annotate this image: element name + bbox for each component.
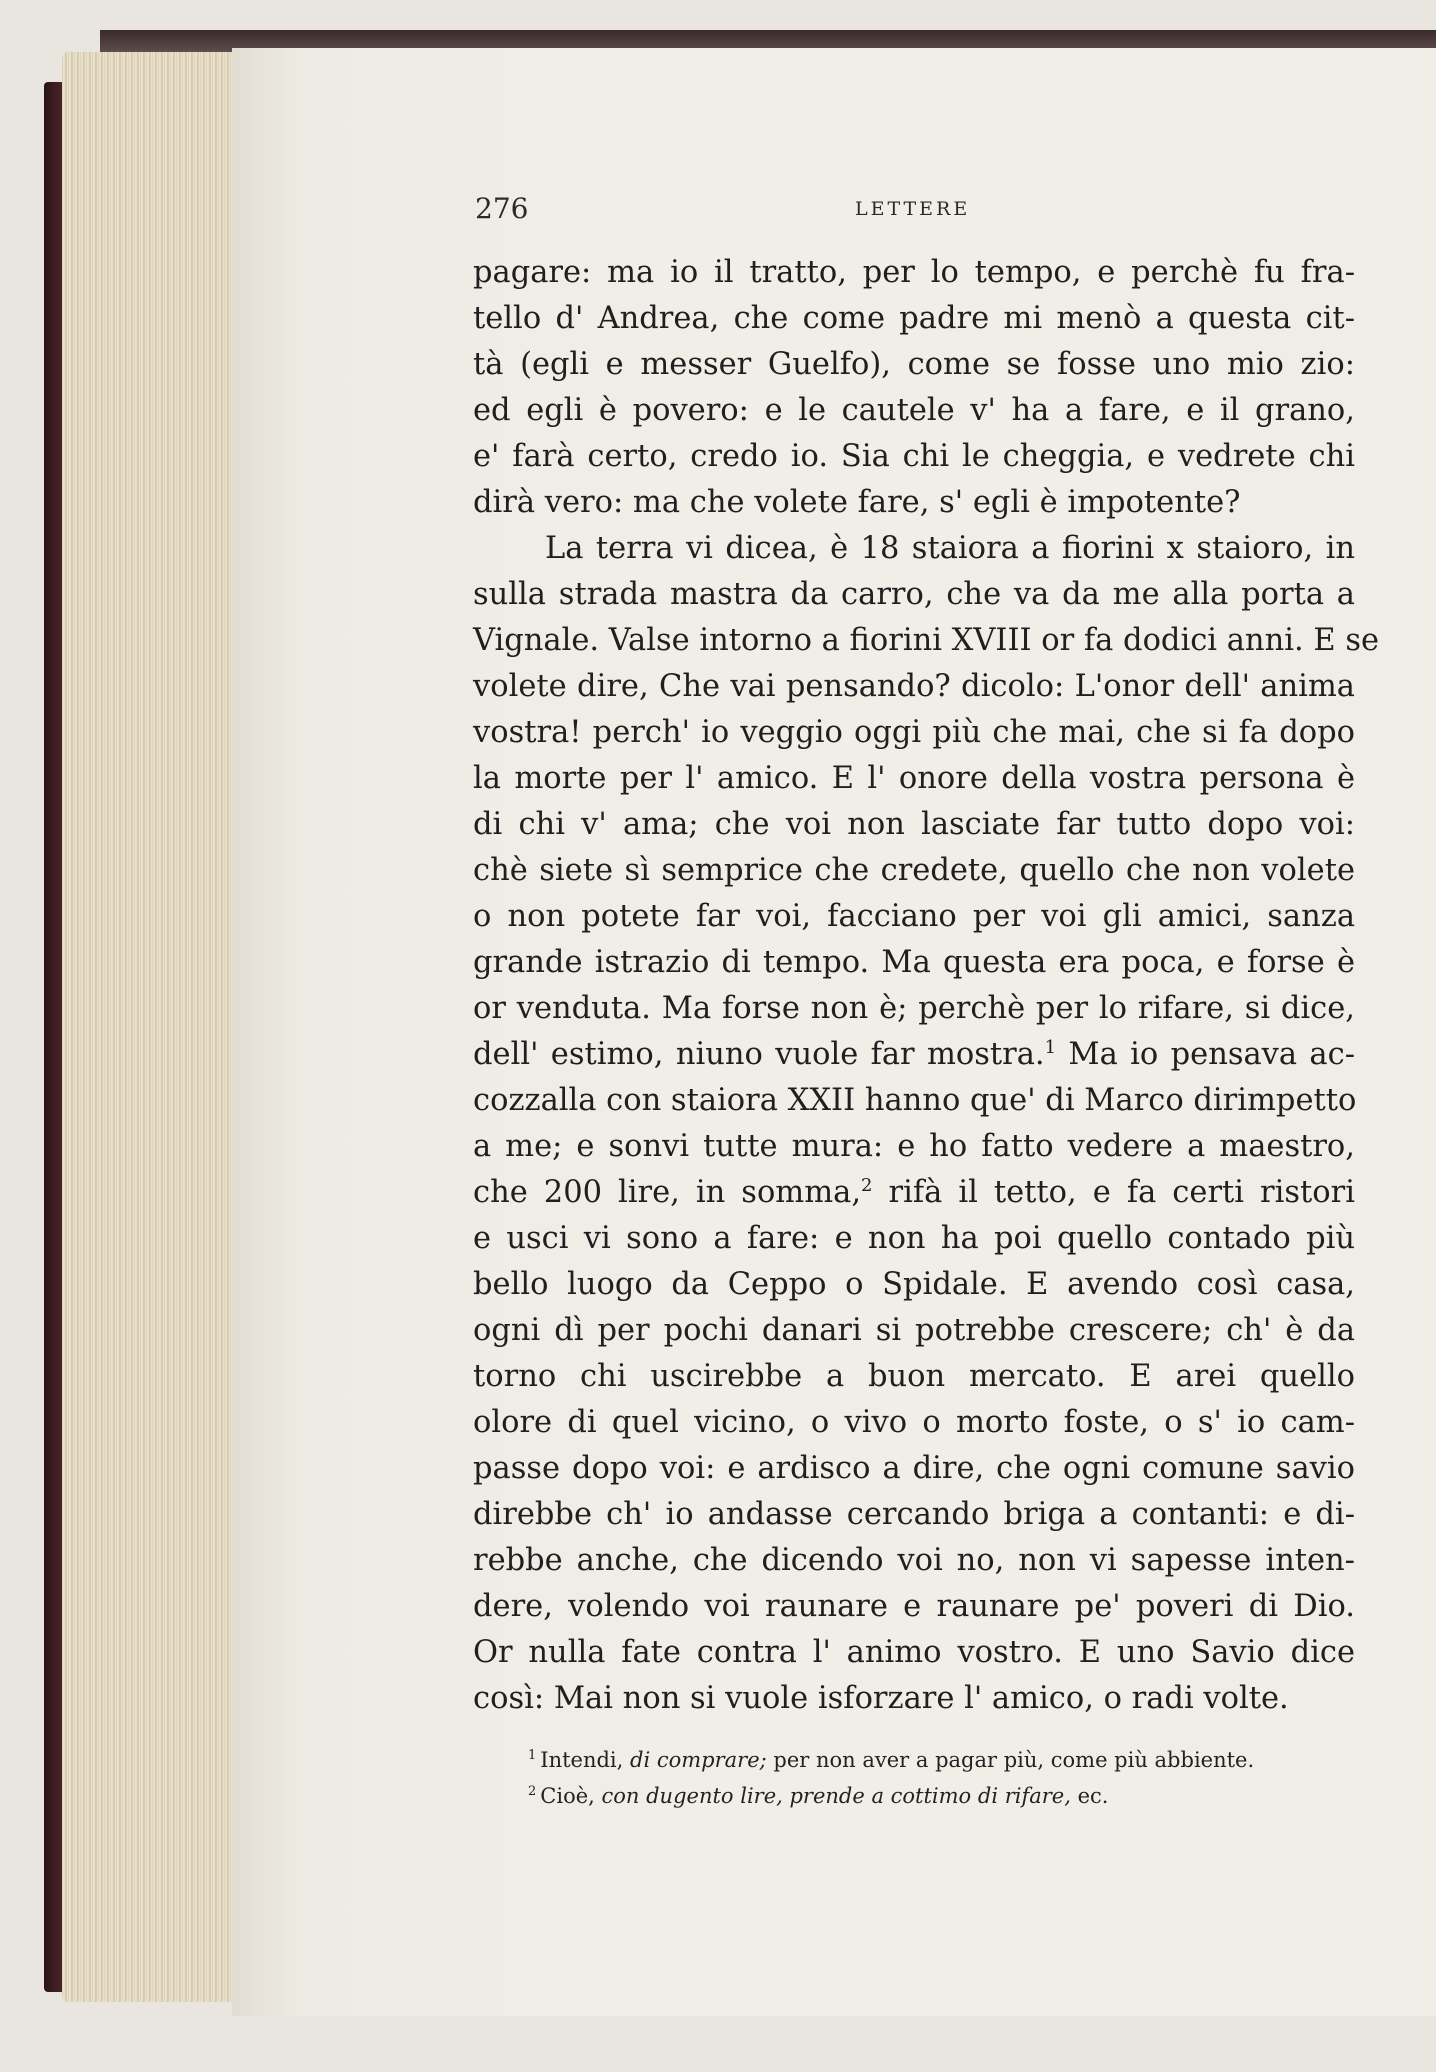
text-line: chè siete sì semprice che credete, quello che non volete — [473, 853, 1355, 888]
footnote-rest: per non aver a pagar più, come più abbiente. — [773, 1748, 1255, 1772]
text-line: cozzalla con staiora XXII hanno que' di Marco dirimpetto — [473, 1083, 1357, 1118]
text-line: ed egli è povero: e le cautele v' ha a fare, e il grano, — [473, 393, 1355, 428]
text-line: grande istrazio di tempo. Ma questa era poca, e forse è — [473, 945, 1355, 980]
text-line: pagare: ma io il tratto, per lo tempo, e perchè fu fra- — [473, 255, 1355, 290]
page-edges — [62, 52, 238, 2002]
footnote-italic: con dugento lire, prende a cottimo di rifare, — [601, 1784, 1071, 1808]
text-line: la morte per l' amico. E l' onore della vostra persona è — [473, 761, 1355, 796]
text-line: direbbe ch' io andasse cercando briga a contanti: e di- — [473, 1497, 1355, 1532]
text-line: dirà vero: ma che volete fare, s' egli è impotente? — [473, 485, 1241, 520]
text-line: dere, volendo voi raunare e raunare pe' poveri di Dio. — [473, 1589, 1355, 1624]
text-line: Vignale. Valse intorno a fiorini XVIII or fa dodici anni. E se — [473, 623, 1380, 658]
text-line: bello luogo da Ceppo o Spidale. E avendo così casa, — [473, 1267, 1355, 1302]
text-line: Or nulla fate contra l' animo vostro. E uno Savio dice — [473, 1635, 1355, 1670]
text-line: così: Mai non si vuole isforzare l' amico, o radi volte. — [473, 1681, 1289, 1716]
text-line: tello d' Andrea, che come padre mi menò a questa cit- — [473, 301, 1355, 336]
text-line-with-note — [473, 1170, 1355, 1216]
text-line: volete dire, Che vai pensando? dicolo: L'onor dell' anima — [473, 669, 1355, 704]
footnote-italic: di comprare; — [630, 1748, 767, 1772]
text-line: a me; e sonvi tutte mura: e ho fatto vedere a maestro, — [473, 1129, 1355, 1164]
text-line: e' farà certo, credo io. Sia chi le cheggia, e vedrete chi — [473, 439, 1355, 474]
text-fragment: Ma io pensava ac- — [1068, 1037, 1355, 1072]
text-line: e usci vi sono a fare: e non ha poi quello contado più — [473, 1221, 1355, 1256]
page-heading: LETTERE — [855, 198, 971, 220]
text-line: di chi v' ama; che voi non lasciate far tutto dopo voi: — [473, 807, 1355, 842]
text-line: o non potete far voi, facciano per voi gli amici, sanza — [473, 899, 1355, 934]
footnote-ref-2: 2 — [861, 1174, 873, 1196]
text-line: La terra vi dicea, è 18 staiora a fiorini x staioro, in — [545, 531, 1355, 566]
text-line: olore di quel vicino, o vivo o morto foste, o s' io cam- — [473, 1405, 1355, 1440]
footnote-ref-1: 1 — [1044, 1036, 1057, 1058]
text-line: ogni dì per pochi danari si potrebbe crescere; ch' è da — [473, 1313, 1355, 1348]
footnote-mark: 1 — [528, 1748, 537, 1763]
text-line: rebbe anche, che dicendo voi no, non vi sapesse inten- — [473, 1543, 1355, 1578]
text-line: torno chi uscirebbe a buon mercato. E arei quello — [473, 1359, 1355, 1394]
text-line: tà (egli e messer Guelfo), come se fosse uno mio zio: — [473, 347, 1355, 382]
footnotes — [528, 1740, 1348, 1812]
text-line: sulla strada mastra da carro, che va da me alla porta a — [473, 577, 1355, 612]
footnote-lead: Intendi, — [540, 1748, 624, 1772]
footnote-lead: Cioè, — [540, 1784, 595, 1808]
page-number: 276 — [475, 192, 529, 225]
text-fragment: che 200 lire, in somma, — [473, 1175, 862, 1210]
text-line: vostra! perch' io veggio oggi più che mai, che si fa dopo — [473, 715, 1355, 750]
text-line: passe dopo voi: e ardisco a dire, che ogni comune savio — [473, 1451, 1355, 1486]
text-line-with-note — [473, 1032, 1355, 1078]
running-head — [475, 192, 1355, 232]
footnote-mark: 2 — [528, 1784, 537, 1799]
text-line: or venduta. Ma forse non è; perchè per lo rifare, si dice, — [473, 991, 1355, 1026]
footnote-1 — [528, 1740, 1348, 1776]
text-fragment: dell' estimo, niuno vuole far mostra. — [473, 1037, 1045, 1072]
text-fragment: rifà il tetto, e fa certi ristori — [888, 1175, 1355, 1210]
footnote-2 — [528, 1776, 1348, 1812]
footnote-rest: ec. — [1077, 1784, 1109, 1808]
body-text — [473, 250, 1380, 1722]
